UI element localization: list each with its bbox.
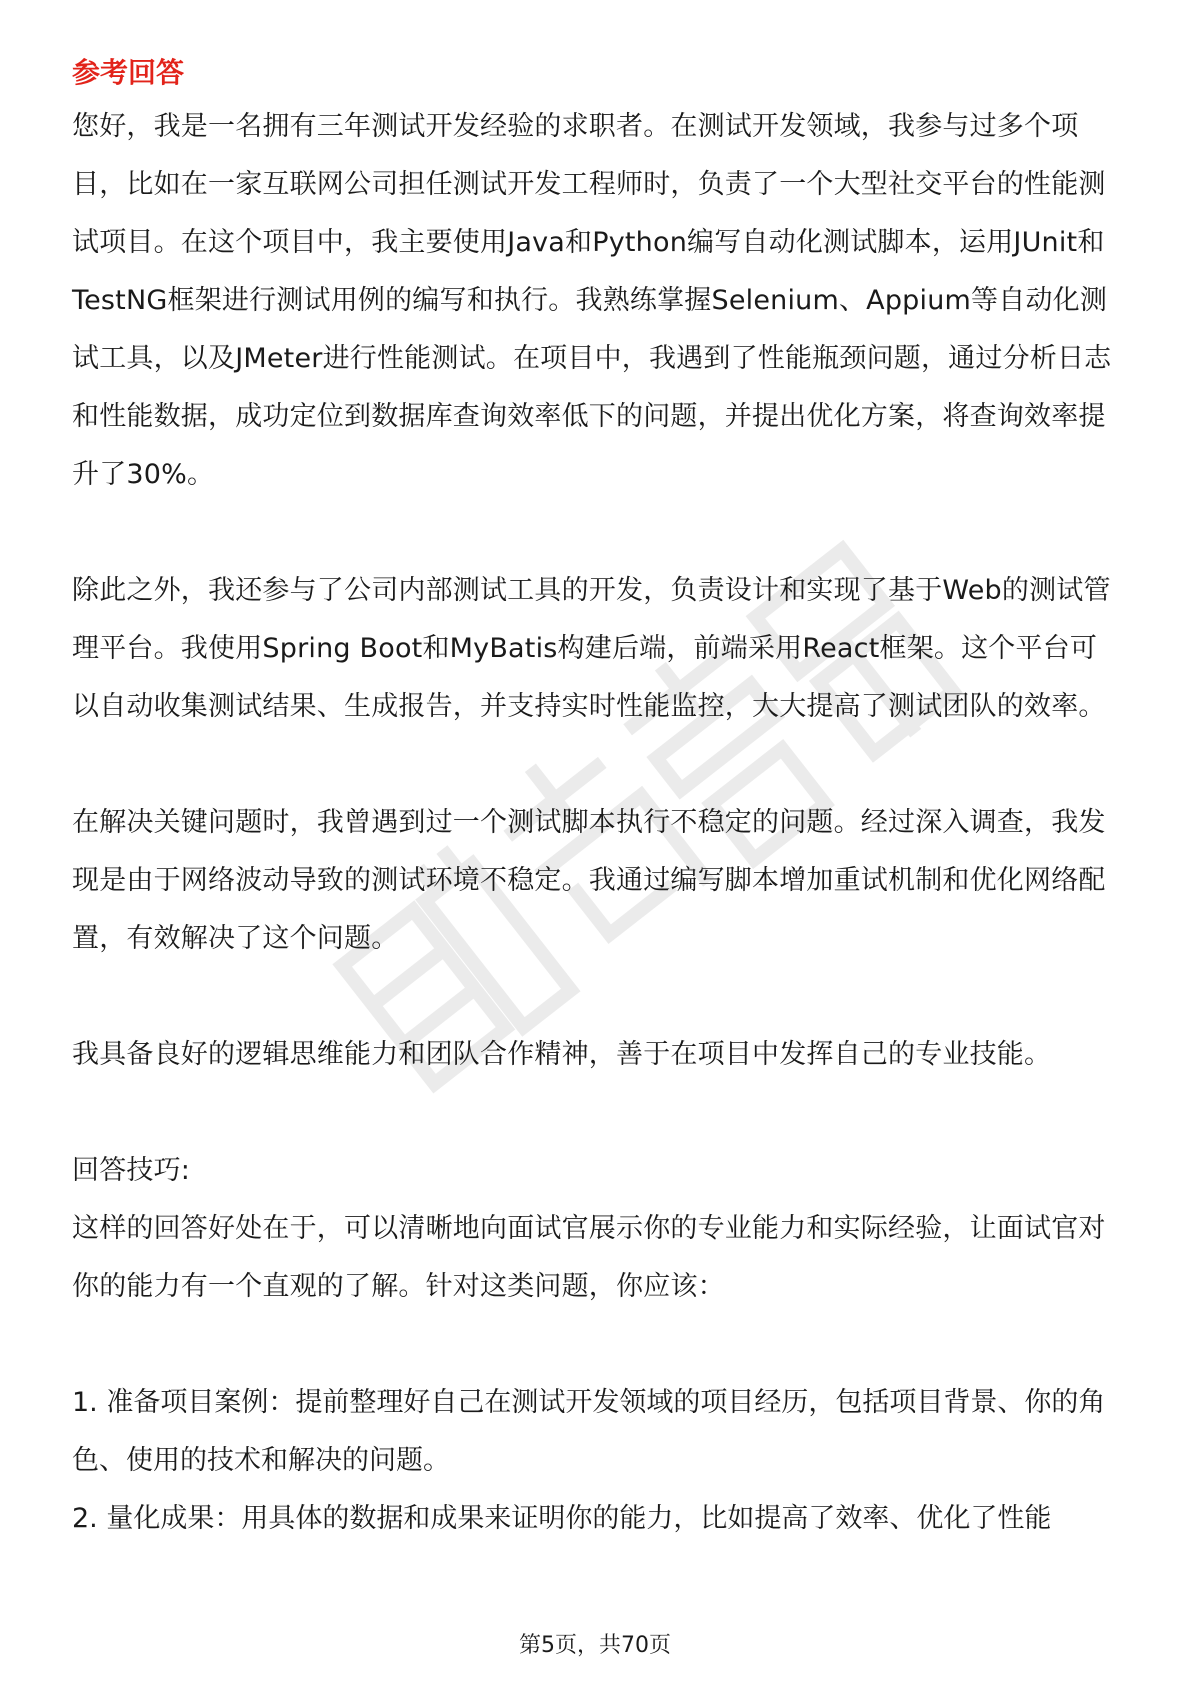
tip-item-1: 1. 准备项目案例：提前整理好自己在测试开发领域的项目经历，包括项目背景、你的角色、使用的技术和解决的问题。	[72, 1387, 1106, 1476]
page-number: 第5页，共70页	[519, 1633, 671, 1658]
answer-paragraph-3: 在解决关键问题时，我曾遇到过一个测试脚本执行不稳定的问题。经过深入调查，我发现是由于网络波动导致的测试环境不稳定。我通过编写脚本增加重试机制和优化网络配置，有效解决了这个问题。	[72, 807, 1106, 954]
tip-item-2: 2. 量化成果：用具体的数据和成果来证明你的能力，比如提高了效率、优化了性能	[72, 1503, 1052, 1534]
section-heading: 参考回答	[72, 56, 185, 89]
tips-title: 回答技巧:	[72, 1155, 191, 1186]
main-content	[72, 48, 1122, 1548]
answer-paragraph-1: 您好，我是一名拥有三年测试开发经验的求职者。在测试开发领域，我参与过多个项目，比如在一家互联网公司担任测试开发工程师时，负责了一个大型社交平台的性能测试项目。在这个项目中，我主要使用Java和Python编写自动化测试脚本，运用JUnit和TestNG框架进行测试用例的编写和执行。我熟练掌握Selenium、Appium等自动化测试工具，以及JMeter进行性能测试。在项目中，我遇到了性能瓶颈问题，通过分析日志和性能数据，成功定位到数据库查询效率低下的问题，并提出优化方案，将查询效率提升了30%。	[72, 111, 1112, 490]
answer-paragraph-2: 除此之外，我还参与了公司内部测试工具的开发，负责设计和实现了基于Web的测试管理平台。我使用Spring Boot和MyBatis构建后端，前端采用React框架。这个平台可以自动收集测试结果、生成报告，并支持实时性能监控，大大提高了测试团队的效率。	[72, 575, 1111, 722]
answer-paragraph-4: 我具备良好的逻辑思维能力和团队合作精神，善于在项目中发挥自己的专业技能。	[72, 1039, 1052, 1070]
tips-intro: 这样的回答好处在于，可以清晰地向面试官展示你的专业能力和实际经验，让面试官对你的能力有一个直观的了解。针对这类问题，你应该：	[72, 1213, 1106, 1302]
